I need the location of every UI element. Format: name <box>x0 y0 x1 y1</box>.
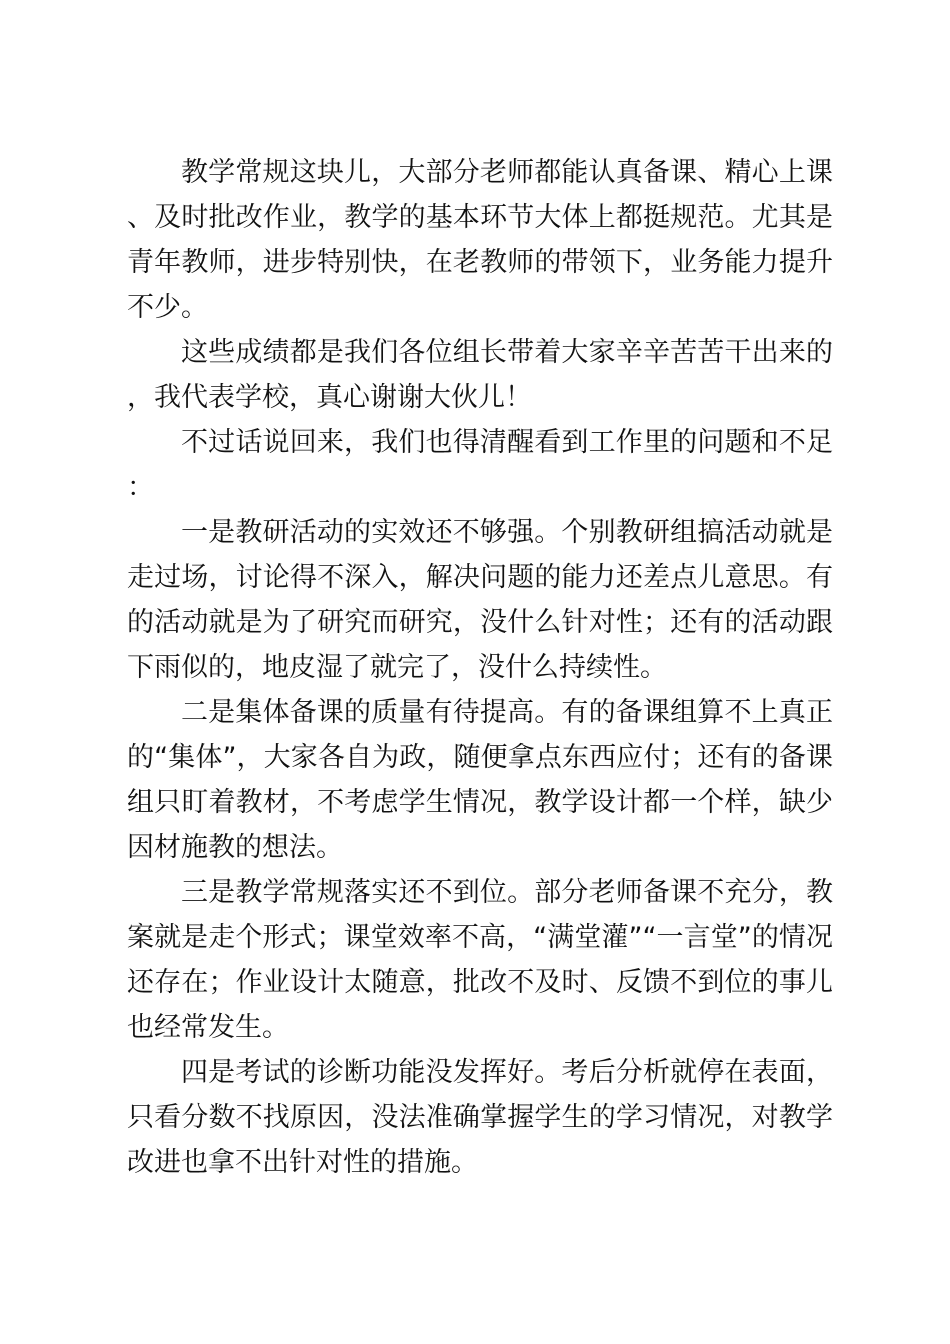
paragraph: 四是考试的诊断功能没发挥好。考后分析就停在表面，只看分数不找原因，没法准确掌握学生的学习情况，对教学改进也拿不出针对性的措施。 <box>127 1057 833 1178</box>
paragraph: 不过话说回来，我们也得清醒看到工作里的问题和不足： <box>127 427 833 503</box>
document-body <box>127 150 833 1185</box>
paragraph: 三是教学常规落实还不到位。部分老师备课不充分，教案就是走个形式；课堂效率不高，“满堂灌”“一言堂”的情况还存在；作业设计太随意，批改不及时、反馈不到位的事儿也经常发生。 <box>127 877 833 1043</box>
paragraph: 一是教研活动的实效还不够强。个别教研组搞活动就是走过场，讨论得不深入，解决问题的能力还差点儿意思。有的活动就是为了研究而研究，没什么针对性；还有的活动跟下雨似的，地皮湿了就完了，没什么持续性。 <box>127 517 833 683</box>
paragraph: 这些成绩都是我们各位组长带着大家辛辛苦苦干出来的，我代表学校，真心谢谢大伙儿！ <box>127 337 833 413</box>
paragraph: 教学常规这块儿，大部分老师都能认真备课、精心上课、及时批改作业，教学的基本环节大体上都挺规范。尤其是青年教师，进步特别快，在老教师的带领下，业务能力提升不少。 <box>127 157 833 323</box>
paragraph: 二是集体备课的质量有待提高。有的备课组算不上真正的“集体”，大家各自为政，随便拿点东西应付；还有的备课组只盯着教材，不考虑学生情况，教学设计都一个样，缺少因材施教的想法。 <box>127 697 833 863</box>
